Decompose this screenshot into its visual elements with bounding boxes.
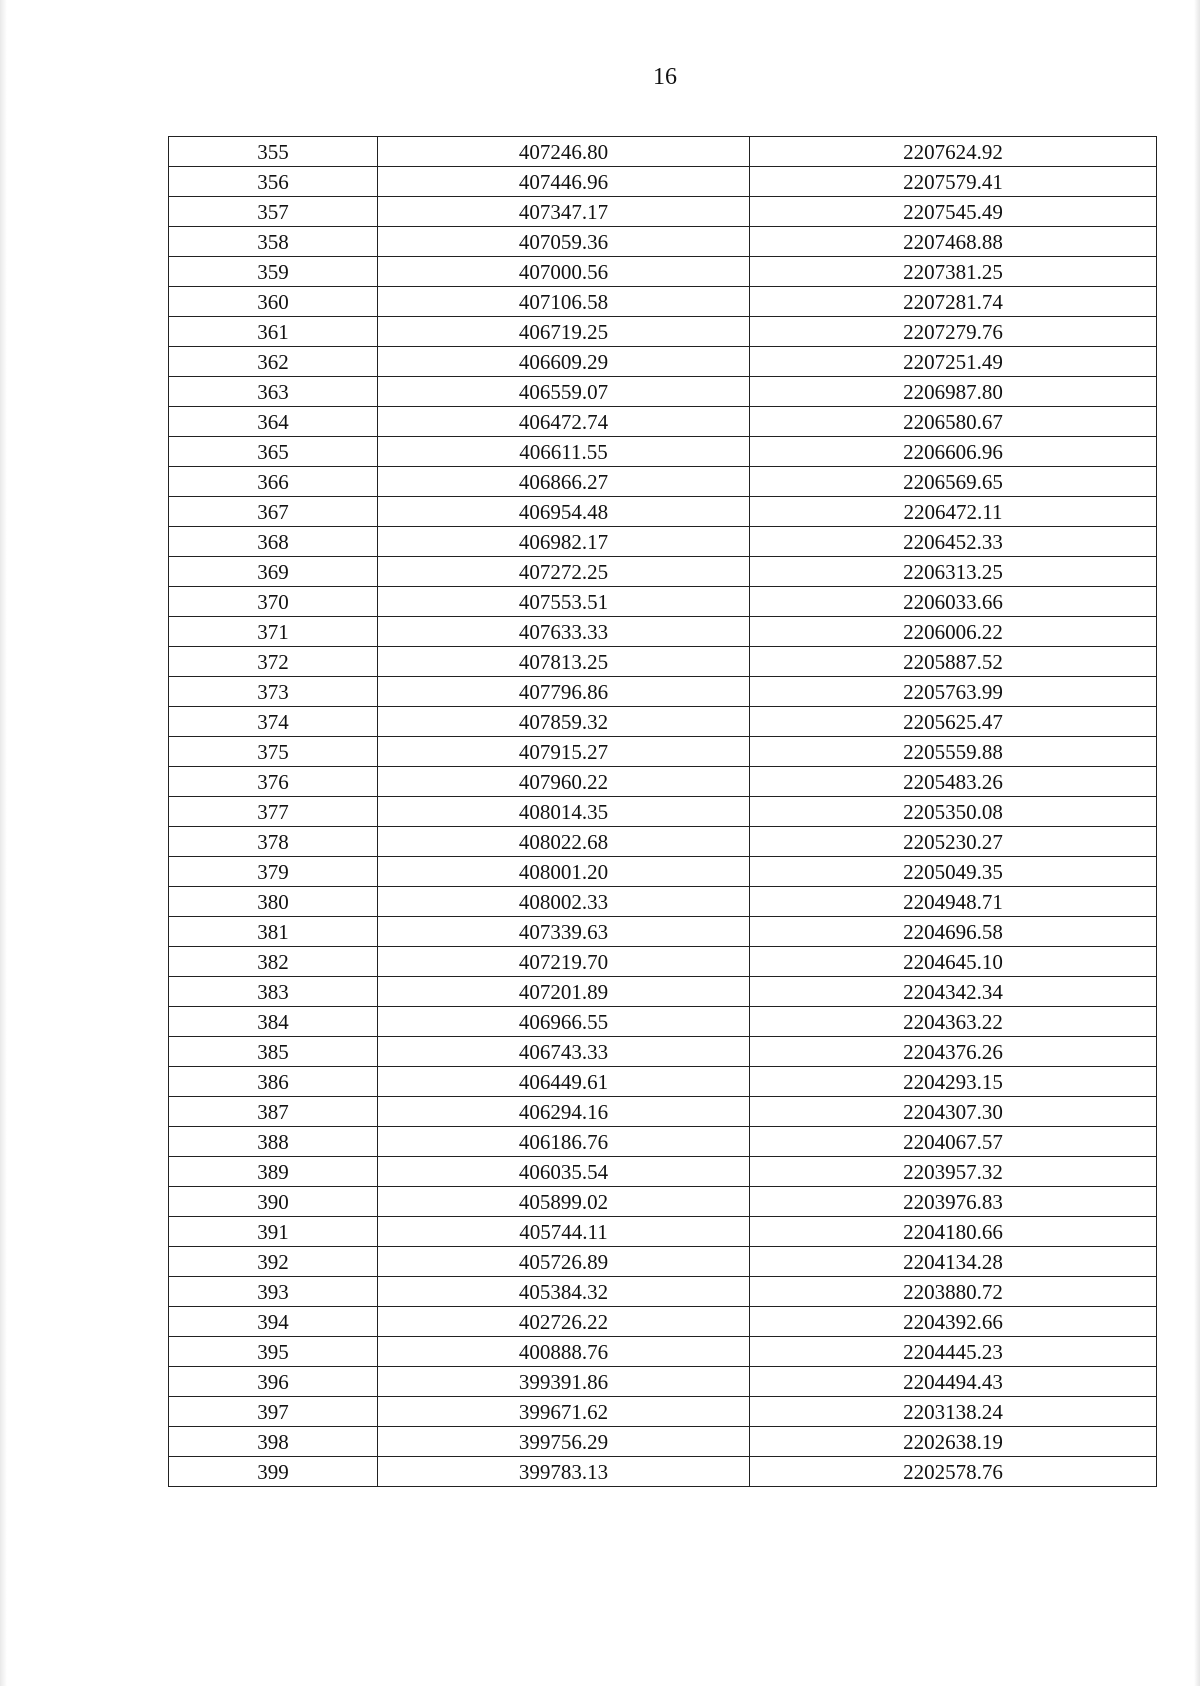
point-number-cell: 361 bbox=[169, 317, 378, 347]
point-number-cell: 360 bbox=[169, 287, 378, 317]
table-row bbox=[169, 977, 1157, 1007]
table-row bbox=[169, 707, 1157, 737]
table-row bbox=[169, 887, 1157, 917]
x-coordinate-cell: 407347.17 bbox=[378, 197, 750, 227]
y-coordinate-cell: 2206472.11 bbox=[750, 497, 1157, 527]
table-row bbox=[169, 917, 1157, 947]
y-coordinate-cell: 2205625.47 bbox=[750, 707, 1157, 737]
x-coordinate-cell: 407633.33 bbox=[378, 617, 750, 647]
point-number-cell: 368 bbox=[169, 527, 378, 557]
point-number-cell: 367 bbox=[169, 497, 378, 527]
table-row bbox=[169, 287, 1157, 317]
point-number-cell: 383 bbox=[169, 977, 378, 1007]
x-coordinate-cell: 407000.56 bbox=[378, 257, 750, 287]
table-row bbox=[169, 1337, 1157, 1367]
y-coordinate-cell: 2204307.30 bbox=[750, 1097, 1157, 1127]
y-coordinate-cell: 2206606.96 bbox=[750, 437, 1157, 467]
x-coordinate-cell: 408001.20 bbox=[378, 857, 750, 887]
y-coordinate-cell: 2204392.66 bbox=[750, 1307, 1157, 1337]
y-coordinate-cell: 2205049.35 bbox=[750, 857, 1157, 887]
table-row bbox=[169, 1457, 1157, 1487]
point-number-cell: 379 bbox=[169, 857, 378, 887]
x-coordinate-cell: 406472.74 bbox=[378, 407, 750, 437]
x-coordinate-cell: 400888.76 bbox=[378, 1337, 750, 1367]
point-number-cell: 395 bbox=[169, 1337, 378, 1367]
x-coordinate-cell: 407272.25 bbox=[378, 557, 750, 587]
table-row bbox=[169, 1097, 1157, 1127]
point-number-cell: 374 bbox=[169, 707, 378, 737]
y-coordinate-cell: 2205763.99 bbox=[750, 677, 1157, 707]
x-coordinate-cell: 405726.89 bbox=[378, 1247, 750, 1277]
point-number-cell: 362 bbox=[169, 347, 378, 377]
x-coordinate-cell: 407553.51 bbox=[378, 587, 750, 617]
table-row bbox=[169, 1427, 1157, 1457]
point-number-cell: 392 bbox=[169, 1247, 378, 1277]
y-coordinate-cell: 2206987.80 bbox=[750, 377, 1157, 407]
y-coordinate-cell: 2206569.65 bbox=[750, 467, 1157, 497]
table-row bbox=[169, 797, 1157, 827]
point-number-cell: 365 bbox=[169, 437, 378, 467]
x-coordinate-cell: 407246.80 bbox=[378, 137, 750, 167]
point-number-cell: 376 bbox=[169, 767, 378, 797]
point-number-cell: 358 bbox=[169, 227, 378, 257]
y-coordinate-cell: 2205559.88 bbox=[750, 737, 1157, 767]
y-coordinate-cell: 2207251.49 bbox=[750, 347, 1157, 377]
y-coordinate-cell: 2204134.28 bbox=[750, 1247, 1157, 1277]
table-row bbox=[169, 617, 1157, 647]
x-coordinate-cell: 399756.29 bbox=[378, 1427, 750, 1457]
table-row bbox=[169, 1367, 1157, 1397]
table-row bbox=[169, 227, 1157, 257]
y-coordinate-cell: 2204494.43 bbox=[750, 1367, 1157, 1397]
y-coordinate-cell: 2204067.57 bbox=[750, 1127, 1157, 1157]
table-row bbox=[169, 467, 1157, 497]
x-coordinate-cell: 407201.89 bbox=[378, 977, 750, 1007]
coordinate-table-body bbox=[169, 137, 1157, 1487]
table-row bbox=[169, 167, 1157, 197]
x-coordinate-cell: 406719.25 bbox=[378, 317, 750, 347]
x-coordinate-cell: 406966.55 bbox=[378, 1007, 750, 1037]
y-coordinate-cell: 2207579.41 bbox=[750, 167, 1157, 197]
x-coordinate-cell: 408022.68 bbox=[378, 827, 750, 857]
y-coordinate-cell: 2206452.33 bbox=[750, 527, 1157, 557]
point-number-cell: 373 bbox=[169, 677, 378, 707]
point-number-cell: 366 bbox=[169, 467, 378, 497]
x-coordinate-cell: 408014.35 bbox=[378, 797, 750, 827]
point-number-cell: 384 bbox=[169, 1007, 378, 1037]
x-coordinate-cell: 406035.54 bbox=[378, 1157, 750, 1187]
table-row bbox=[169, 197, 1157, 227]
table-row bbox=[169, 527, 1157, 557]
y-coordinate-cell: 2204342.34 bbox=[750, 977, 1157, 1007]
table-row bbox=[169, 257, 1157, 287]
point-number-cell: 394 bbox=[169, 1307, 378, 1337]
point-number-cell: 370 bbox=[169, 587, 378, 617]
y-coordinate-cell: 2207545.49 bbox=[750, 197, 1157, 227]
page-number: 16 bbox=[653, 64, 677, 90]
point-number-cell: 391 bbox=[169, 1217, 378, 1247]
x-coordinate-cell: 407339.63 bbox=[378, 917, 750, 947]
point-number-cell: 382 bbox=[169, 947, 378, 977]
point-number-cell: 371 bbox=[169, 617, 378, 647]
point-number-cell: 393 bbox=[169, 1277, 378, 1307]
table-row bbox=[169, 137, 1157, 167]
table-row bbox=[169, 1307, 1157, 1337]
y-coordinate-cell: 2207624.92 bbox=[750, 137, 1157, 167]
table-row bbox=[169, 1127, 1157, 1157]
x-coordinate-cell: 406186.76 bbox=[378, 1127, 750, 1157]
point-number-cell: 387 bbox=[169, 1097, 378, 1127]
table-row bbox=[169, 347, 1157, 377]
table-row bbox=[169, 647, 1157, 677]
point-number-cell: 388 bbox=[169, 1127, 378, 1157]
coordinate-table bbox=[168, 136, 1157, 1487]
x-coordinate-cell: 407813.25 bbox=[378, 647, 750, 677]
x-coordinate-cell: 407915.27 bbox=[378, 737, 750, 767]
y-coordinate-cell: 2206006.22 bbox=[750, 617, 1157, 647]
point-number-cell: 364 bbox=[169, 407, 378, 437]
y-coordinate-cell: 2206033.66 bbox=[750, 587, 1157, 617]
table-row bbox=[169, 1217, 1157, 1247]
table-row bbox=[169, 737, 1157, 767]
x-coordinate-cell: 406294.16 bbox=[378, 1097, 750, 1127]
table-row bbox=[169, 1397, 1157, 1427]
x-coordinate-cell: 408002.33 bbox=[378, 887, 750, 917]
point-number-cell: 375 bbox=[169, 737, 378, 767]
y-coordinate-cell: 2205483.26 bbox=[750, 767, 1157, 797]
x-coordinate-cell: 407059.36 bbox=[378, 227, 750, 257]
y-coordinate-cell: 2204376.26 bbox=[750, 1037, 1157, 1067]
point-number-cell: 389 bbox=[169, 1157, 378, 1187]
y-coordinate-cell: 2203976.83 bbox=[750, 1187, 1157, 1217]
point-number-cell: 359 bbox=[169, 257, 378, 287]
point-number-cell: 381 bbox=[169, 917, 378, 947]
x-coordinate-cell: 406611.55 bbox=[378, 437, 750, 467]
x-coordinate-cell: 405744.11 bbox=[378, 1217, 750, 1247]
x-coordinate-cell: 407960.22 bbox=[378, 767, 750, 797]
table-row bbox=[169, 377, 1157, 407]
table-row bbox=[169, 1277, 1157, 1307]
y-coordinate-cell: 2206313.25 bbox=[750, 557, 1157, 587]
y-coordinate-cell: 2203880.72 bbox=[750, 1277, 1157, 1307]
y-coordinate-cell: 2204180.66 bbox=[750, 1217, 1157, 1247]
y-coordinate-cell: 2205887.52 bbox=[750, 647, 1157, 677]
x-coordinate-cell: 405899.02 bbox=[378, 1187, 750, 1217]
x-coordinate-cell: 407106.58 bbox=[378, 287, 750, 317]
y-coordinate-cell: 2204645.10 bbox=[750, 947, 1157, 977]
y-coordinate-cell: 2203957.32 bbox=[750, 1157, 1157, 1187]
y-coordinate-cell: 2205230.27 bbox=[750, 827, 1157, 857]
y-coordinate-cell: 2204445.23 bbox=[750, 1337, 1157, 1367]
x-coordinate-cell: 406743.33 bbox=[378, 1037, 750, 1067]
x-coordinate-cell: 407859.32 bbox=[378, 707, 750, 737]
y-coordinate-cell: 2207279.76 bbox=[750, 317, 1157, 347]
x-coordinate-cell: 407446.96 bbox=[378, 167, 750, 197]
y-coordinate-cell: 2204696.58 bbox=[750, 917, 1157, 947]
x-coordinate-cell: 399783.13 bbox=[378, 1457, 750, 1487]
point-number-cell: 396 bbox=[169, 1367, 378, 1397]
x-coordinate-cell: 407219.70 bbox=[378, 947, 750, 977]
x-coordinate-cell: 406954.48 bbox=[378, 497, 750, 527]
x-coordinate-cell: 406609.29 bbox=[378, 347, 750, 377]
point-number-cell: 397 bbox=[169, 1397, 378, 1427]
table-row bbox=[169, 1037, 1157, 1067]
x-coordinate-cell: 406866.27 bbox=[378, 467, 750, 497]
point-number-cell: 355 bbox=[169, 137, 378, 167]
point-number-cell: 398 bbox=[169, 1427, 378, 1457]
table-row bbox=[169, 497, 1157, 527]
point-number-cell: 385 bbox=[169, 1037, 378, 1067]
point-number-cell: 369 bbox=[169, 557, 378, 587]
scan-edge-right bbox=[1194, 0, 1200, 1686]
table-row bbox=[169, 1247, 1157, 1277]
x-coordinate-cell: 402726.22 bbox=[378, 1307, 750, 1337]
table-row bbox=[169, 677, 1157, 707]
point-number-cell: 363 bbox=[169, 377, 378, 407]
table-row bbox=[169, 767, 1157, 797]
point-number-cell: 399 bbox=[169, 1457, 378, 1487]
table-row bbox=[169, 407, 1157, 437]
y-coordinate-cell: 2204293.15 bbox=[750, 1067, 1157, 1097]
x-coordinate-cell: 406982.17 bbox=[378, 527, 750, 557]
x-coordinate-cell: 406559.07 bbox=[378, 377, 750, 407]
table-row bbox=[169, 557, 1157, 587]
point-number-cell: 380 bbox=[169, 887, 378, 917]
x-coordinate-cell: 399391.86 bbox=[378, 1367, 750, 1397]
x-coordinate-cell: 406449.61 bbox=[378, 1067, 750, 1097]
table-row bbox=[169, 827, 1157, 857]
table-row bbox=[169, 1007, 1157, 1037]
point-number-cell: 386 bbox=[169, 1067, 378, 1097]
scan-edge-left bbox=[0, 0, 7, 1686]
table-row bbox=[169, 1187, 1157, 1217]
y-coordinate-cell: 2204363.22 bbox=[750, 1007, 1157, 1037]
point-number-cell: 372 bbox=[169, 647, 378, 677]
point-number-cell: 356 bbox=[169, 167, 378, 197]
x-coordinate-cell: 405384.32 bbox=[378, 1277, 750, 1307]
table-row bbox=[169, 437, 1157, 467]
point-number-cell: 377 bbox=[169, 797, 378, 827]
y-coordinate-cell: 2207468.88 bbox=[750, 227, 1157, 257]
table-row bbox=[169, 317, 1157, 347]
table-row bbox=[169, 947, 1157, 977]
y-coordinate-cell: 2207381.25 bbox=[750, 257, 1157, 287]
y-coordinate-cell: 2206580.67 bbox=[750, 407, 1157, 437]
table-row bbox=[169, 587, 1157, 617]
y-coordinate-cell: 2204948.71 bbox=[750, 887, 1157, 917]
point-number-cell: 357 bbox=[169, 197, 378, 227]
y-coordinate-cell: 2203138.24 bbox=[750, 1397, 1157, 1427]
x-coordinate-cell: 407796.86 bbox=[378, 677, 750, 707]
point-number-cell: 390 bbox=[169, 1187, 378, 1217]
y-coordinate-cell: 2202578.76 bbox=[750, 1457, 1157, 1487]
table-row bbox=[169, 857, 1157, 887]
y-coordinate-cell: 2207281.74 bbox=[750, 287, 1157, 317]
table-row bbox=[169, 1157, 1157, 1187]
table-row bbox=[169, 1067, 1157, 1097]
y-coordinate-cell: 2205350.08 bbox=[750, 797, 1157, 827]
y-coordinate-cell: 2202638.19 bbox=[750, 1427, 1157, 1457]
x-coordinate-cell: 399671.62 bbox=[378, 1397, 750, 1427]
point-number-cell: 378 bbox=[169, 827, 378, 857]
